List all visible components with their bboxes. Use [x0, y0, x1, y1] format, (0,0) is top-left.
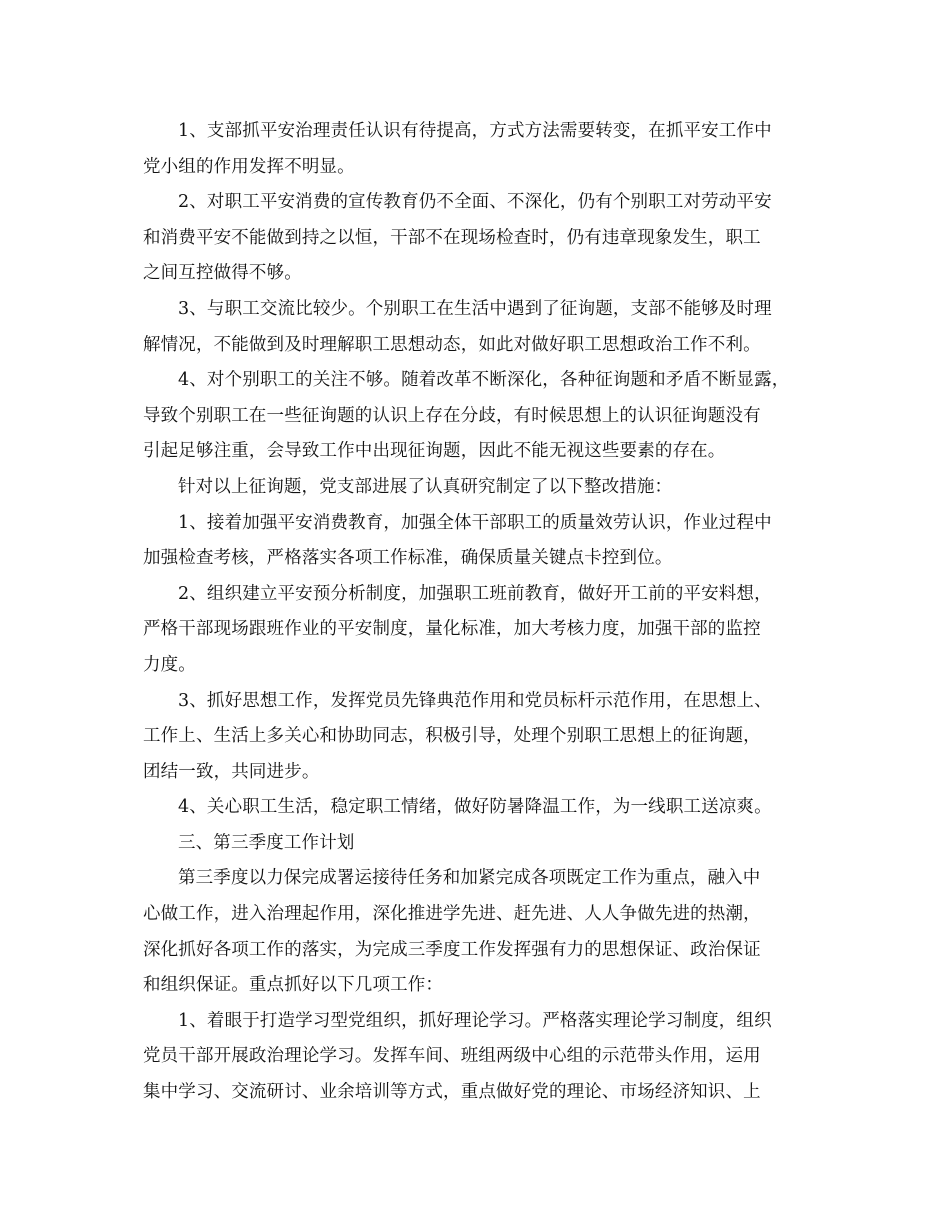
paragraph-12: [143, 1004, 815, 1111]
text-line: 工作上、生活上多关心和协助同志，积极引导，处理个别职工思想上的征询题，: [143, 726, 761, 747]
text-line: 心做工作，进入治理起作用，深化推进学先进、赶先进、人人争做先进的热潮，: [143, 904, 761, 925]
paragraph-5: [143, 470, 815, 506]
text-line: 引起足够注重，会导致工作中出现征询题，因此不能无视这些要素的存在。: [143, 441, 726, 462]
text-line: 严格干部现场跟班作业的平安制度，量化标准，加大考核力度，加强干部的监控: [143, 619, 761, 640]
paragraph-6: [143, 506, 815, 577]
text-line: 集中学习、交流研讨、业余培训等方式，重点做好党的理论、市场经济知识、上: [143, 1082, 761, 1103]
text-line: 加强检查考核，严格落实各项工作标准，确保质量关键点卡控到位。: [143, 548, 673, 569]
text-line: 4、关心职工生活，稳定职工情绪，做好防暑降温工作，为一线职工送凉爽。: [178, 797, 772, 818]
text-line: 导致个别职工在一些征询题的认识上存在分歧，有时候思想上的认识征询题没有: [143, 405, 761, 426]
text-line: 和消费平安不能做到持之以恒，干部不在现场检查时，仍有违章现象发生，职工: [143, 227, 761, 248]
text-line: 团结一致，共同进步。: [143, 761, 320, 782]
text-line: 之间互控做得不够。: [143, 263, 302, 284]
text-line: 2、对职工平安消费的宣传教育仍不全面、不深化，仍有个别职工对劳动平安: [178, 192, 772, 213]
text-line: 3、抓好思想工作，发挥党员先锋典范作用和党员标杆示范作用，在思想上、: [178, 690, 772, 711]
text-line: 党小组的作用发挥不明显。: [143, 156, 355, 177]
text-line: 2、组织建立平安预分析制度，加强职工班前教育，做好开工前的平安料想，: [178, 583, 772, 604]
document-body: [143, 114, 815, 1111]
paragraph-7: [143, 577, 815, 684]
paragraph-11: [143, 861, 815, 1003]
text-line: 力度。: [143, 654, 196, 675]
text-line: 党员干部开展政治理论学习。发挥车间、班组两级中心组的示范带头作用，运用: [143, 1046, 761, 1067]
text-line: 深化抓好各项工作的落实，为完成三季度工作发挥强有力的思想保证、政治保证: [143, 939, 761, 960]
section-heading: [143, 826, 815, 862]
paragraph-2: [143, 185, 815, 292]
text-line: 3、与职工交流比较少。个别职工在生活中遇到了征询题，支部不能够及时理: [178, 298, 772, 319]
text-line: 1、支部抓平安治理责任认识有待提高，方式方法需要转变，在抓平安工作中: [178, 121, 772, 141]
text-line: 4、对个别职工的关注不够。随着改革不断深化，各种征询题和矛盾不断显露，: [178, 370, 790, 391]
text-line: 1、着眼于打造学习型党组织，抓好理论学习。严格落实理论学习制度，组织: [178, 1010, 772, 1031]
text-line: 1、接着加强平安消费教育，加强全体干部职工的质量效劳认识，作业过程中: [178, 512, 772, 533]
text-line: 和组织保证。重点抓好以下几项工作：: [143, 975, 444, 996]
paragraph-4: [143, 363, 815, 470]
paragraph-9: [143, 790, 815, 826]
text-line: 解情况，不能做到及时理解职工思想动态，如此对做好职工思想政治工作不利。: [143, 334, 761, 355]
text-line: 针对以上征询题，党支部进展了认真研究制定了以下整改措施：: [178, 476, 673, 497]
text-line: 三、第三季度工作计划: [178, 832, 355, 853]
text-line: 第三季度以力保完成署运接待任务和加紧完成各项既定工作为重点，融入中: [178, 868, 761, 889]
paragraph-3: [143, 292, 815, 363]
paragraph-8: [143, 684, 815, 791]
paragraph-1: [143, 114, 815, 185]
